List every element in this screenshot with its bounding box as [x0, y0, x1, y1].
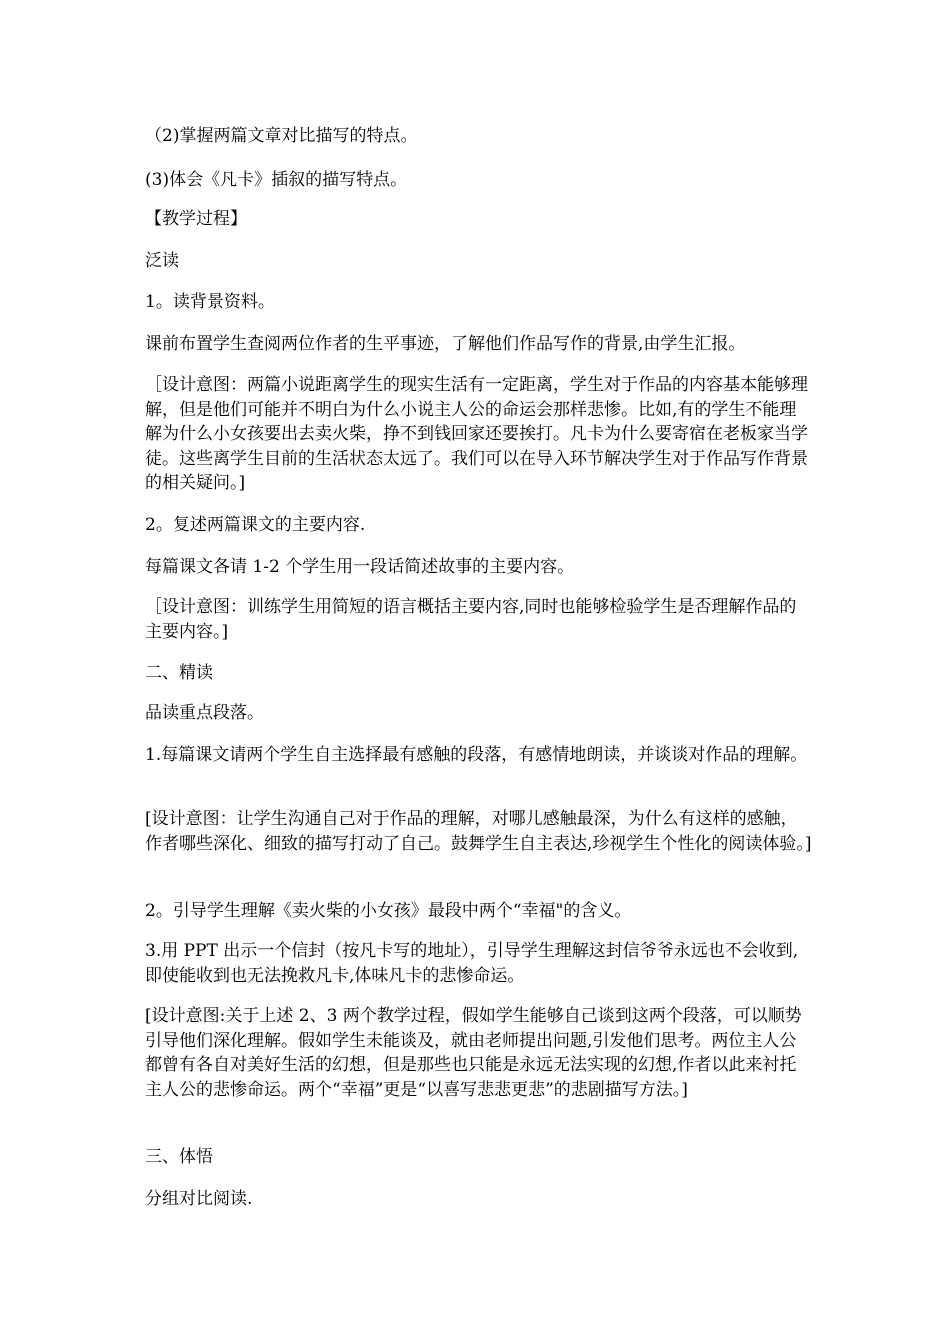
section-heading-reflection: 三、体悟 [145, 1147, 213, 1167]
close-reading-step-3: 3.用 PPT 出示一个信封（按凡卡写的地址），引导学生理解这封信爷爷永远也不会收到,即使能收到也无法挽救凡卡,体味凡卡的悲惨命运。 [145, 941, 799, 986]
section-heading-teaching-process: 【教学过程】 [145, 209, 247, 229]
step-2-title: 2。复述两篇课文的主要内容. [145, 515, 366, 535]
design-intent-4: [设计意图:关于上述 2、3 两个教学过程，假如学生能够自己谈到这两个段落，可以顺势引导他们深化理解。假如学生未能谈及，就由老师提出问题,引发他们思考。两位主人公都曾有各自对美好生活的幻想，但是那些也只能是永远无法实现的幻想,作者以此来衬托主人公的悲惨命运。两个“幸福”更是“以喜写悲悲更悲”的悲剧描写方法。] [145, 1006, 802, 1100]
reflection-body: 分组对比阅读. [145, 1189, 253, 1209]
section-heading-extensive-reading: 泛读 [145, 251, 179, 271]
section-heading-close-reading: 二、精读 [145, 663, 213, 683]
design-intent-1: ［设计意图：两篇小说距离学生的现实生活有一定距离，学生对于作品的内容基本能够理解，但是他们可能并不明白为什么小说主人公的命运会那样悲惨。比如,有的学生不能理解为什么小女孩要出去卖火柴，挣不到钱回家还要挨打。凡卡为什么要寄宿在老板家当学徒。这些离学生目前的生活状态太远了。我们可以在导入环节解决学生对于作品写作背景的相关疑问。] [145, 375, 808, 493]
step-1-title: 1。读背景资料。 [145, 292, 275, 312]
design-intent-3: [设计意图：让学生沟通自己对于作品的理解，对哪儿感触最深，为什么有这样的感触，作者哪些深化、细致的描写打动了自己。鼓舞学生自主表达,珍视学生个性化的阅读体验。] [145, 809, 812, 854]
close-reading-intro: 品读重点段落。 [145, 703, 264, 723]
design-intent-2: ［设计意图：训练学生用简短的语言概括主要内容,同时也能够检验学生是否理解作品的主要内容。] [145, 597, 797, 642]
close-reading-step-2: 2。引导学生理解《卖火柴的小女孩》最段中两个“幸福"的含义。 [145, 901, 632, 921]
objective-2: （2)掌握两篇文章对比描写的特点。 [145, 126, 418, 146]
close-reading-step-1: 1.每篇课文请两个学生自主选择最有感触的段落，有感情地朗读，并谈谈对作品的理解。 [145, 745, 808, 765]
objective-3: (3)体会《凡卡》插叙的描写特点。 [145, 170, 408, 190]
step-1-body: 课前布置学生查阅两位作者的生平事迹，了解他们作品写作的背景,由学生汇报。 [145, 334, 746, 354]
step-2-body: 每篇课文各请 1-2 个学生用一段话简述故事的主要内容。 [145, 557, 575, 577]
